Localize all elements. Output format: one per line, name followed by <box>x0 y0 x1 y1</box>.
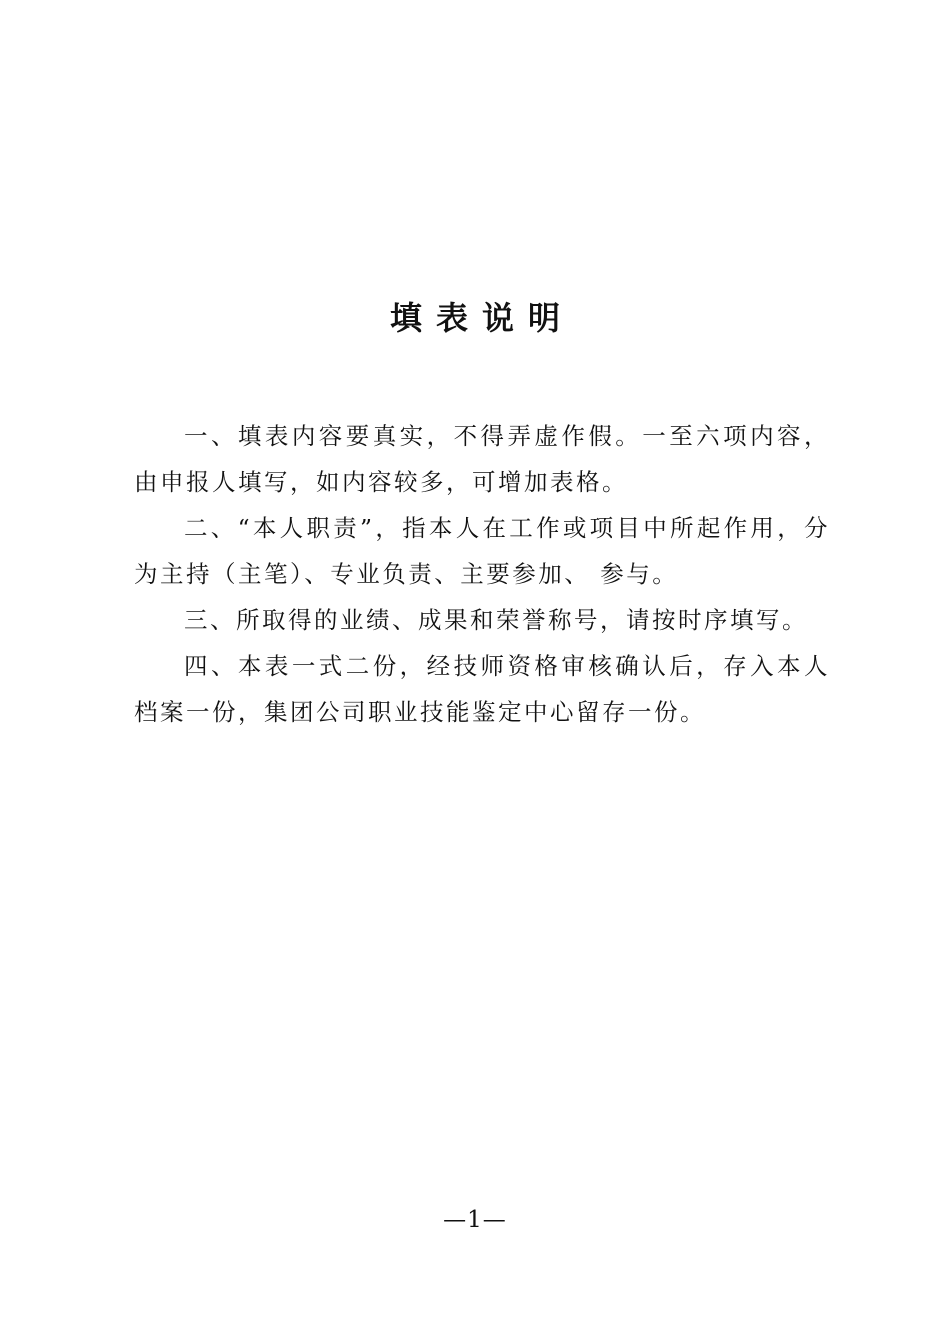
page-title: 填表说明 <box>389 299 574 337</box>
instruction-paragraph-1: 一、填表内容要真实，不得弄虚作假。一至六项内容，由申报人填写，如内容较多，可增加表格。 <box>134 422 830 496</box>
page-number: —1— <box>443 1207 507 1233</box>
instruction-paragraph-4: 四、本表一式二份，经技师资格审核确认后，存入本人档案一份，集团公司职业技能鉴定中心留存一份。 <box>134 652 830 726</box>
instruction-paragraph-2: 二、“本人职责”，指本人在工作或项目中所起作用，分为主持（主笔）、专业负责、主要参加、 参与。 <box>134 514 830 588</box>
instructions-section <box>134 413 830 735</box>
instruction-paragraph-3: 三、所取得的业绩、成果和荣誉称号，请按时序填写。 <box>184 606 808 634</box>
